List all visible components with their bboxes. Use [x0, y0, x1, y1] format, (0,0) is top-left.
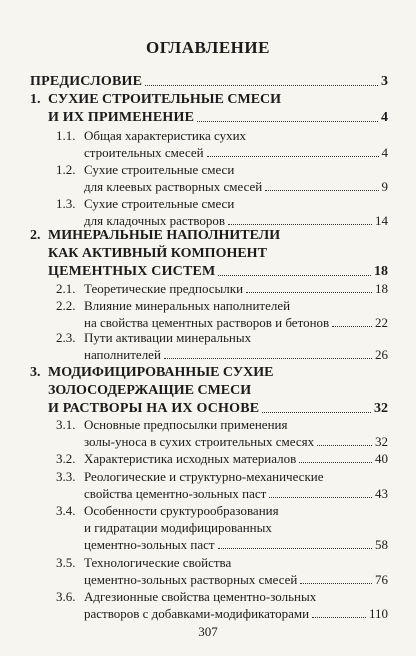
toc-entry-text: цементно-зольных паст	[84, 537, 215, 552]
toc-page-number: 18	[375, 281, 388, 296]
toc-entry[interactable]	[48, 264, 388, 279]
toc-entry-text: для кладочных растворов	[84, 213, 226, 228]
toc-entry-text: Характеристика исходных материалов	[84, 451, 297, 466]
toc-entry-text: МИНЕРАЛЬНЫЕ НАПОЛНИТЕЛИ	[48, 228, 281, 243]
toc-entry-number: 3.1.	[56, 417, 76, 432]
toc-page-number: 32	[375, 434, 388, 449]
dot-leader	[262, 412, 371, 413]
dot-leader	[299, 462, 372, 463]
dot-leader	[317, 445, 372, 446]
toc-entry[interactable]	[84, 434, 388, 449]
toc-entry[interactable]	[48, 401, 388, 416]
dot-leader	[332, 326, 372, 327]
toc-entry-text: Особенности сруктурообразования	[84, 503, 279, 518]
dot-leader	[300, 583, 372, 584]
toc-entry-text: Пути активации минеральных	[84, 330, 252, 345]
toc-entry-text: Сухие строительные смеси	[84, 196, 235, 211]
toc-entry-number: 3.5.	[56, 555, 76, 570]
toc-entry-text: Влияние минеральных наполнителей	[84, 298, 291, 313]
toc-entry-text: И РАСТВОРЫ НА ИХ ОСНОВЕ	[48, 401, 260, 416]
toc-page-number: 58	[375, 537, 388, 552]
toc-entry-number: 3.	[30, 365, 41, 380]
dot-leader	[197, 121, 378, 122]
toc-entry-text: КАК АКТИВНЫЙ КОМПОНЕНТ	[48, 246, 267, 261]
toc-page-number: 18	[374, 264, 388, 279]
toc-entry-number: 3.3.	[56, 469, 76, 484]
toc-entry-text: ПРЕДИСЛОВИЕ	[30, 74, 143, 89]
toc-entry-text: для клеевых растворных смесей	[84, 179, 263, 194]
toc-page-number: 4	[381, 110, 388, 125]
dot-leader	[269, 497, 372, 498]
toc-entry-number: 1.3.	[56, 196, 76, 211]
toc-entry[interactable]	[84, 347, 388, 362]
toc-entry-text: растворов с добавками-модификаторами	[84, 606, 310, 621]
toc-entry-number: 1.1.	[56, 128, 76, 143]
toc-page-number: 76	[375, 572, 388, 587]
toc-page-number: 14	[375, 213, 388, 228]
toc-entry-text: строительных смесей	[84, 145, 204, 160]
toc-page-number: 26	[375, 347, 388, 362]
toc-entry[interactable]	[48, 110, 388, 125]
toc-entry-text: ЦЕМЕНТНЫХ СИСТЕМ	[48, 264, 216, 279]
dot-leader	[265, 190, 378, 191]
toc-entry-text: на свойства цементных растворов и бетонов	[84, 315, 330, 330]
dot-leader	[218, 548, 372, 549]
dot-leader	[246, 292, 372, 293]
toc-entry-text: Адгезионные свойства цементно-зольных	[84, 589, 317, 604]
page-number: 307	[198, 624, 218, 639]
toc-entry-number: 2.	[30, 228, 41, 243]
dot-leader	[312, 617, 366, 618]
toc-entry[interactable]	[84, 145, 388, 160]
toc-entry-text: СУХИЕ СТРОИТЕЛЬНЫЕ СМЕСИ	[48, 92, 282, 107]
toc-entry-number: 1.2.	[56, 162, 76, 177]
toc-entry[interactable]	[84, 486, 388, 501]
toc-entry-text: свойства цементно-зольных паст	[84, 486, 267, 501]
toc-entry-text: Реологические и структурно-механические	[84, 469, 324, 484]
toc-entry-number: 3.6.	[56, 589, 76, 604]
toc-page-number: 110	[368, 606, 388, 621]
toc-entry-text: золы-уноса в сухих строительных смесях	[84, 434, 315, 449]
toc-entry-number: 2.2.	[56, 298, 76, 313]
toc-entry-text: Теоретические предпосылки	[84, 281, 244, 296]
toc-entry[interactable]	[84, 281, 388, 296]
toc-entry-number: 2.1.	[56, 281, 76, 296]
toc-page-number: 9	[381, 179, 388, 194]
toc-entry-number: 3.4.	[56, 503, 76, 518]
toc-entry[interactable]	[84, 179, 388, 194]
dot-leader	[145, 85, 378, 86]
toc-entry[interactable]	[84, 572, 388, 587]
toc-entry[interactable]	[30, 74, 388, 89]
toc-entry[interactable]	[84, 213, 388, 228]
toc-entry[interactable]	[84, 606, 388, 621]
toc-entry-text: Общая характеристика сухих	[84, 128, 247, 143]
toc-entry-text: Сухие строительные смеси	[84, 162, 235, 177]
toc-entry-number: 2.3.	[56, 330, 76, 345]
toc-entry[interactable]	[84, 315, 388, 330]
toc-entry-text: и гидратации модифицированных	[84, 520, 272, 535]
toc-entry-text: цементно-зольных растворных смесей	[84, 572, 298, 587]
toc-page-number: 43	[375, 486, 388, 501]
dot-leader	[207, 156, 379, 157]
dot-leader	[228, 224, 372, 225]
toc-page-number: 3	[381, 74, 388, 89]
toc-entry-number: 3.2.	[56, 451, 76, 466]
toc-entry-text: Основные предпосылки применения	[84, 417, 288, 432]
dot-leader	[164, 358, 372, 359]
toc-entry[interactable]	[84, 537, 388, 552]
toc-entry-text: ЗОЛОСОДЕРЖАЩИЕ СМЕСИ	[48, 383, 252, 398]
toc-entry-text: МОДИФИЦИРОВАННЫЕ СУХИЕ	[48, 365, 274, 380]
toc-page-number: 4	[381, 145, 388, 160]
toc-page-number: 32	[374, 401, 388, 416]
toc-entry-number: 1.	[30, 92, 41, 107]
toc-entry-text: Технологические свойства	[84, 555, 232, 570]
toc-entry-text: наполнителей	[84, 347, 161, 362]
toc-entry-text: И ИХ ПРИМЕНЕНИЕ	[48, 110, 195, 125]
toc-page-number: 40	[375, 451, 388, 466]
toc-page-number: 22	[375, 315, 388, 330]
page-title: ОГЛАВЛЕНИЕ	[146, 38, 270, 57]
dot-leader	[218, 275, 371, 276]
toc-entry[interactable]	[84, 451, 388, 466]
